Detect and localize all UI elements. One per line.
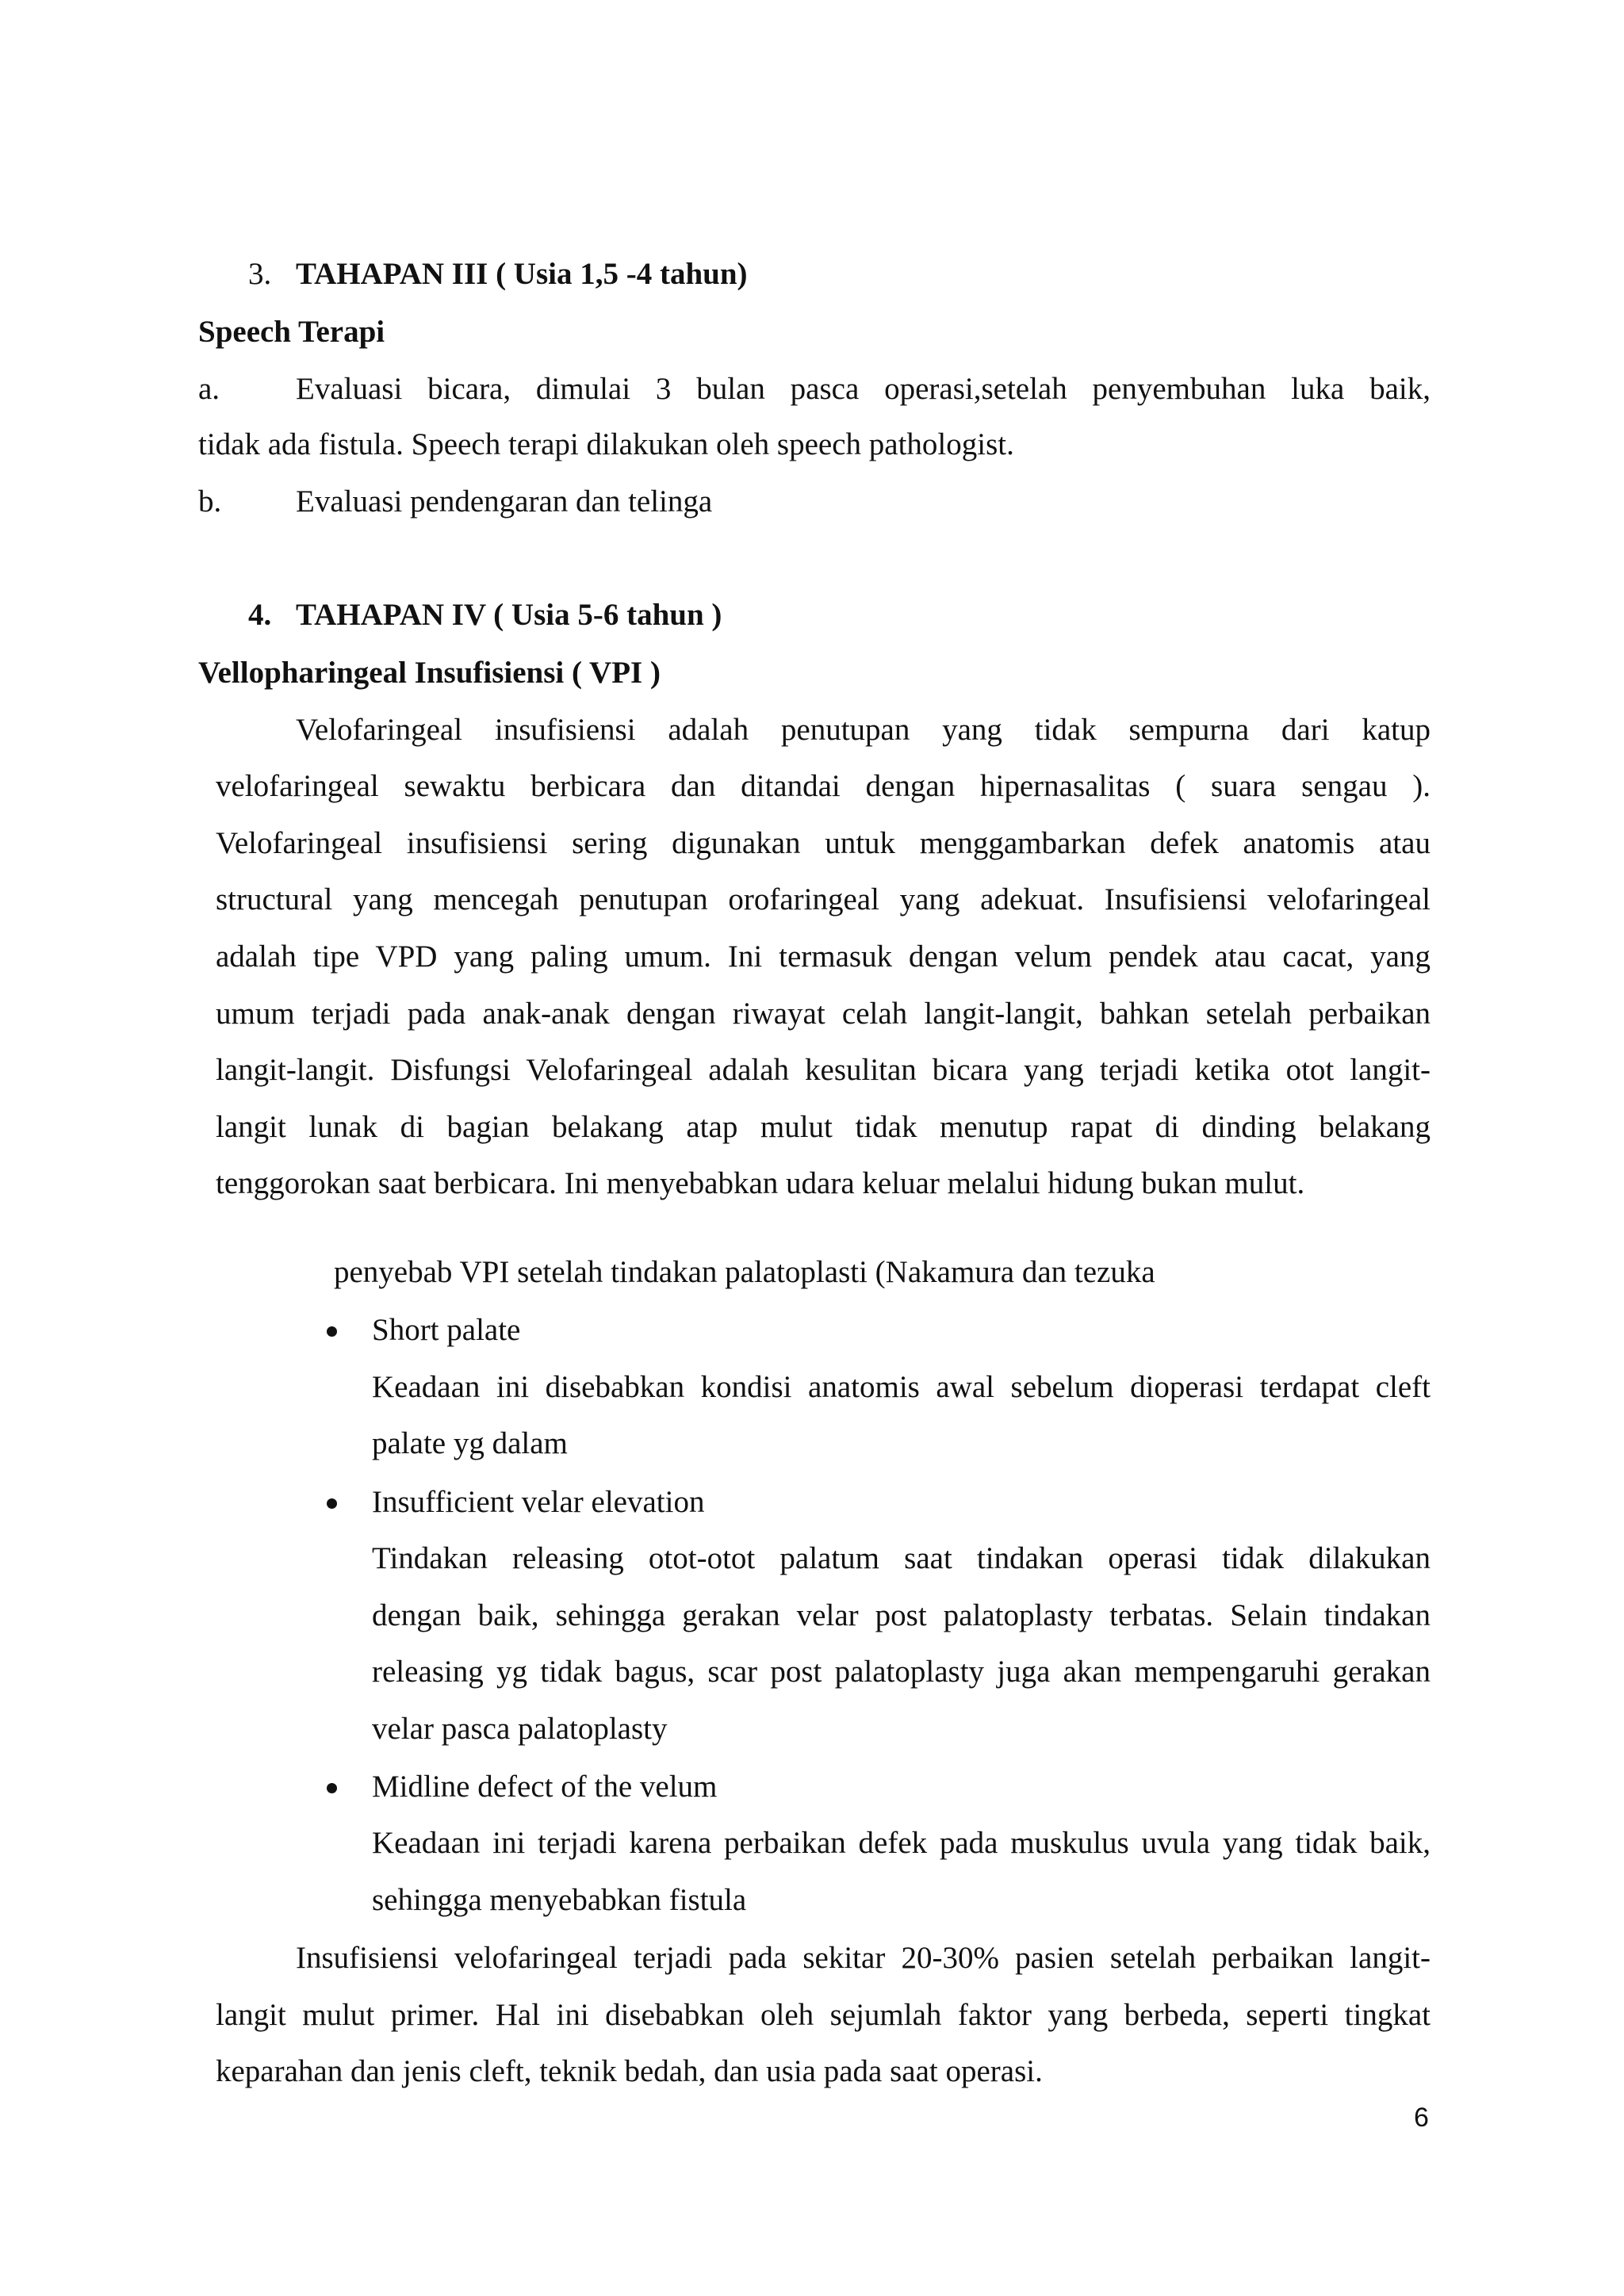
page-number: 6 xyxy=(1414,2103,1429,2133)
section-3-number: 3. xyxy=(248,257,272,291)
cause-desc-line: palate yg dalam xyxy=(372,1426,568,1460)
section-4-number: 4. xyxy=(248,598,272,632)
item-b-text: Evaluasi pendengaran dan telinga xyxy=(296,484,713,519)
bullet-icon xyxy=(327,1326,337,1337)
section-4-title: TAHAPAN IV ( Usia 5-6 tahun ) xyxy=(296,598,722,632)
paragraph-line: Velofaringeal insufisiensi sering digunakan untuk menggambarkan defek anatomis atau xyxy=(216,826,1431,860)
bullet-icon xyxy=(327,1783,337,1793)
item-a-marker: a. xyxy=(198,372,220,406)
cause-desc-line: Keadaan ini disebabkan kondisi anatomis awal sebelum dioperasi terdapat cleft xyxy=(372,1370,1431,1404)
closing-line: langit mulut primer. Hal ini disebabkan oleh sejumlah faktor yang berbeda, seperti tingkat xyxy=(216,1998,1431,2032)
cause-desc-line: Keadaan ini terjadi karena perbaikan defek pada muskulus uvula yang tidak baik, xyxy=(372,1826,1431,1860)
item-a-line1: Evaluasi bicara, dimulai 3 bulan pasca operasi,setelah penyembuhan luka baik, xyxy=(296,372,1431,406)
cause-desc-line: Tindakan releasing otot-otot palatum saat tindakan operasi tidak dilakukan xyxy=(372,1541,1431,1575)
cause-title: Midline defect of the velum xyxy=(372,1770,718,1804)
paragraph-line: langit lunak di bagian belakang atap mulut tidak menutup rapat di dinding belakang xyxy=(216,1110,1431,1144)
paragraph-line: velofaringeal sewaktu berbicara dan ditandai dengan hipernasalitas ( suara sengau ). xyxy=(216,769,1431,803)
bullet-icon xyxy=(327,1498,337,1509)
causes-intro: penyebab VPI setelah tindakan palatoplasti (Nakamura dan tezuka xyxy=(334,1255,1155,1289)
paragraph-line: structural yang mencegah penutupan orofaringeal yang adekuat. Insufisiensi velofaringeal xyxy=(216,882,1431,916)
cause-desc-line: sehingga menyebabkan fistula xyxy=(372,1883,747,1917)
closing-line: keparahan dan jenis cleft, teknik bedah, dan usia pada saat operasi. xyxy=(216,2054,1043,2088)
paragraph-line: umum terjadi pada anak-anak dengan riwayat celah langit-langit, bahkan setelah perbaikan xyxy=(216,997,1431,1031)
cause-desc-line: dengan baik, sehingga gerakan velar post palatoplasty terbatas. Selain tindakan xyxy=(372,1598,1431,1632)
paragraph-line: langit-langit. Disfungsi Velofaringeal adalah kesulitan bicara yang terjadi ketika otot langit- xyxy=(216,1053,1431,1087)
paragraph-line: Velofaringeal insufisiensi adalah penutupan yang tidak sempurna dari katup xyxy=(296,713,1431,747)
cause-desc-line: releasing yg tidak bagus, scar post palatoplasty juga akan mempengaruhi gerakan xyxy=(372,1655,1431,1689)
cause-desc-line: velar pasca palatoplasty xyxy=(372,1712,668,1746)
section-4-subheading: Vellopharingeal Insufisiensi ( VPI ) xyxy=(198,656,661,690)
item-a-line2: tidak ada fistula. Speech terapi dilakukan oleh speech pathologist. xyxy=(198,427,1014,461)
cause-title: Insufficient velar elevation xyxy=(372,1485,705,1519)
section-3-title: TAHAPAN III ( Usia 1,5 -4 tahun) xyxy=(296,257,748,291)
paragraph-line: tenggorokan saat berbicara. Ini menyebabkan udara keluar melalui hidung bukan mulut. xyxy=(216,1166,1305,1200)
closing-line: Insufisiensi velofaringeal terjadi pada sekitar 20-30% pasien setelah perbaikan langit- xyxy=(296,1941,1431,1975)
section-3-subheading: Speech Terapi xyxy=(198,315,385,349)
item-b-marker: b. xyxy=(198,484,222,519)
cause-title: Short palate xyxy=(372,1313,521,1347)
paragraph-line: adalah tipe VPD yang paling umum. Ini termasuk dengan velum pendek atau cacat, yang xyxy=(216,939,1431,974)
